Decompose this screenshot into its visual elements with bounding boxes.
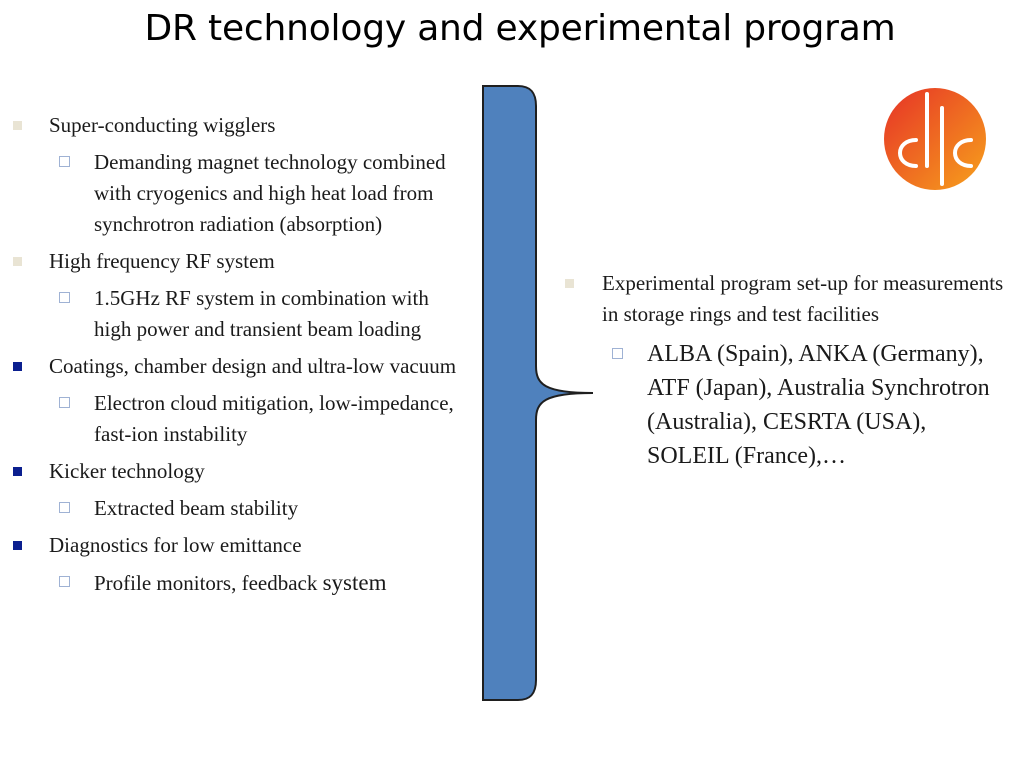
- bullet-text: Kicker technology: [49, 459, 205, 483]
- bullet-item: [0, 530, 470, 561]
- bullet-text: Diagnostics for low emittance: [49, 533, 302, 557]
- square-bullet-icon: [13, 541, 22, 550]
- slide-title: DR technology and experimental program: [144, 8, 896, 49]
- sub-bullet-item: [565, 337, 1005, 473]
- sub-bullet-text-prefix: Profile monitors, feedback: [94, 571, 323, 595]
- hollow-square-bullet-icon: [59, 397, 70, 408]
- sub-bullet-text: Extracted beam stability: [94, 496, 299, 520]
- square-bullet-icon: [13, 257, 22, 266]
- hollow-square-bullet-icon: [59, 502, 70, 513]
- hollow-square-bullet-icon: [59, 576, 70, 587]
- sub-bullet-text-suffix: system: [322, 570, 387, 595]
- bullet-item: [0, 456, 470, 487]
- hollow-square-bullet-icon: [59, 156, 70, 167]
- sub-bullet-item: [0, 567, 470, 599]
- sub-bullet-item: [0, 283, 470, 345]
- square-bullet-icon: [13, 362, 22, 371]
- hollow-square-bullet-icon: [612, 348, 623, 359]
- square-bullet-icon: [565, 279, 574, 288]
- clic-logo: [882, 86, 988, 192]
- sub-bullet-text: Electron cloud mitigation, low-impedance, fast-ion instability: [94, 391, 454, 446]
- bullet-item: [565, 268, 1005, 330]
- sub-bullet-text: ALBA (Spain), ANKA (Germany), ATF (Japan), Australia Synchrotron (Australia), CESRTA (USA), SOLEIL (France),…: [647, 341, 990, 469]
- sub-bullet-text: 1.5GHz RF system in combination with high power and transient beam loading: [94, 286, 429, 341]
- bullet-text: High frequency RF system: [49, 249, 275, 273]
- bullet-item: [0, 246, 470, 277]
- sub-bullet-text: Demanding magnet technology combined with cryogenics and high heat load from synchrotron radiation (absorption): [94, 150, 446, 236]
- bullet-item: [0, 351, 470, 382]
- bullet-text: Experimental program set-up for measurements in storage rings and test facilities: [602, 271, 1004, 326]
- square-bullet-icon: [13, 467, 22, 476]
- square-bullet-icon: [13, 121, 22, 130]
- bullet-text: Coatings, chamber design and ultra-low vacuum: [49, 354, 457, 378]
- bullet-text: Super-conducting wigglers: [49, 113, 276, 137]
- sub-bullet-item: [0, 493, 470, 524]
- left-bullet-list: [0, 110, 470, 605]
- sub-bullet-item: [0, 388, 470, 450]
- sub-bullet-item: [0, 147, 470, 240]
- bullet-item: [0, 110, 470, 141]
- hollow-square-bullet-icon: [59, 292, 70, 303]
- right-bullet-list: [565, 268, 1005, 473]
